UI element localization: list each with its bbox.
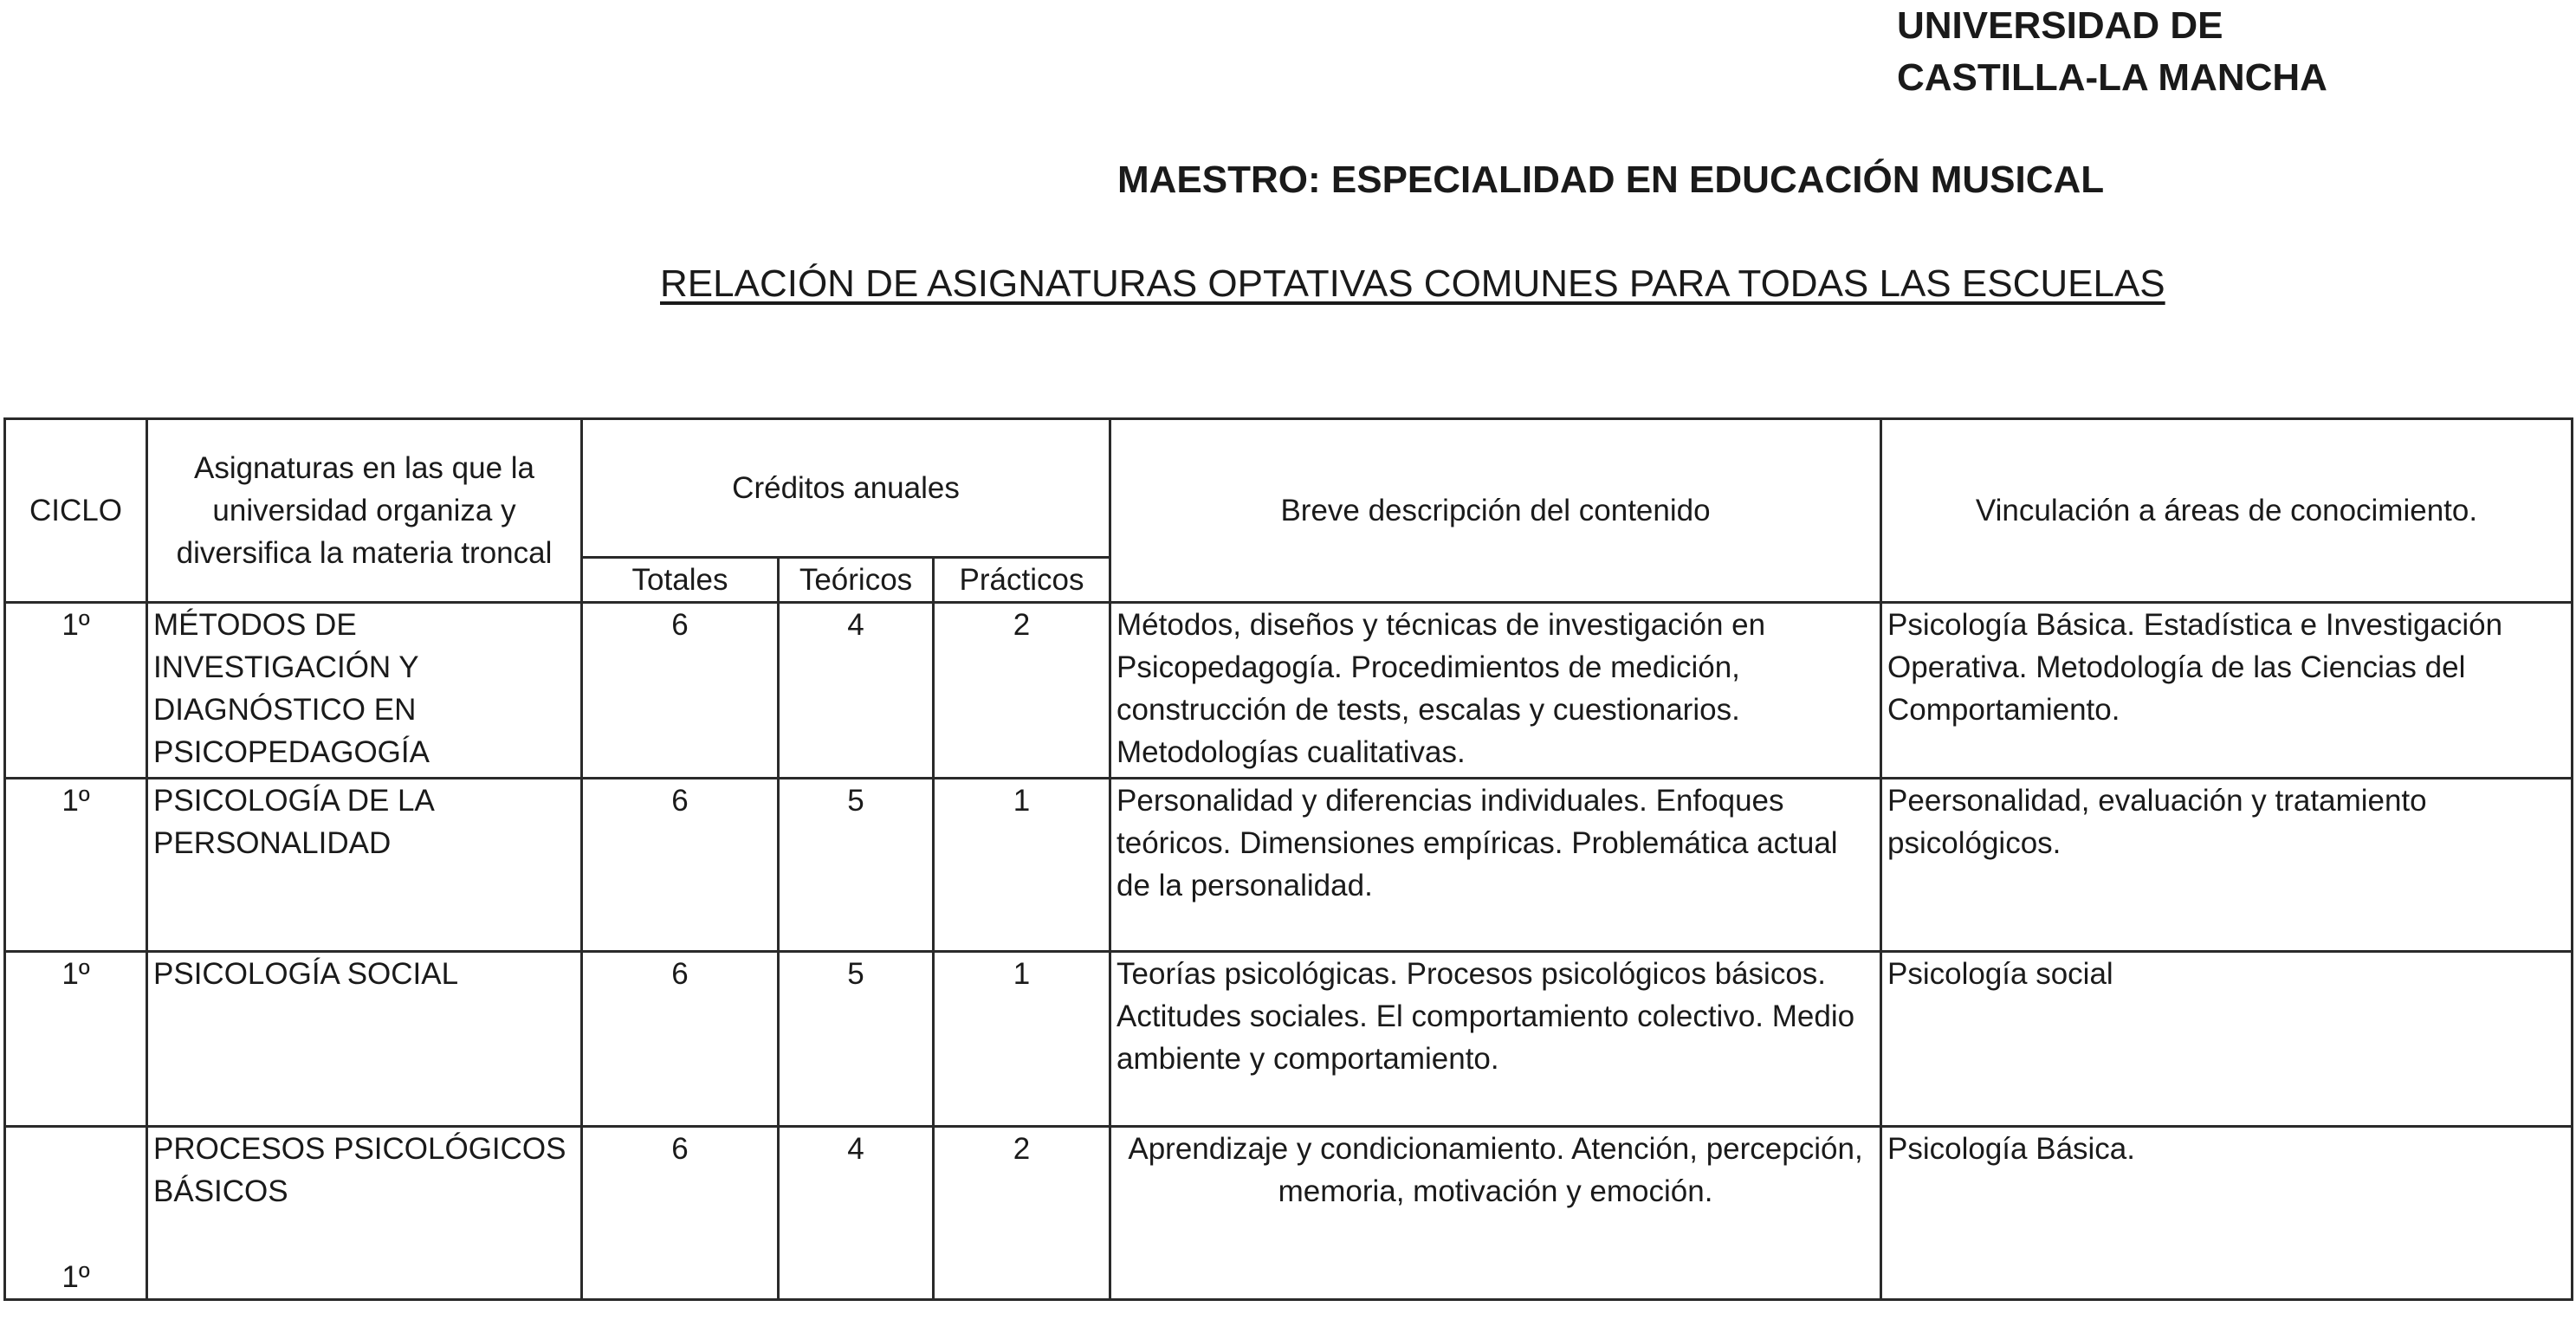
cell-asignatura: MÉTODOS DE INVESTIGACIÓN Y DIAGNÓSTICO EN PSICOPEDAGOGÍA <box>147 603 582 779</box>
cell-practicos: 2 <box>934 603 1110 779</box>
cell-vinculacion: Peersonalidad, evaluación y tratamiento psicológicos. <box>1881 779 2573 952</box>
cell-teoricos: 5 <box>779 952 934 1127</box>
header-vinculacion: Vinculación a áreas de conocimiento. <box>1881 419 2573 603</box>
cell-asignatura: PSICOLOGÍA DE LA PERSONALIDAD <box>147 779 582 952</box>
subjects-table <box>3 417 2573 1301</box>
document-subtitle: RELACIÓN DE ASIGNATURAS OPTATIVAS COMUNES PARA TODAS LAS ESCUELAS <box>660 262 2165 305</box>
cell-vinculacion: Psicología Básica. Estadística e Investigación Operativa. Metodología de las Ciencias del Comportamiento. <box>1881 603 2573 779</box>
cell-totales: 6 <box>582 603 779 779</box>
cell-practicos: 1 <box>934 779 1110 952</box>
cell-descripcion: Teorías psicológicas. Procesos psicológicos básicos. Actitudes sociales. El comportamiento colectivo. Medio ambiente y comportamiento. <box>1110 952 1881 1127</box>
cell-ciclo: 1º <box>5 1127 147 1300</box>
cell-teoricos: 4 <box>779 1127 934 1300</box>
cell-ciclo: 1º <box>5 779 147 952</box>
header-totales: Totales <box>582 558 779 603</box>
cell-teoricos: 4 <box>779 603 934 779</box>
table-header-row <box>5 419 2573 558</box>
cell-practicos: 1 <box>934 952 1110 1127</box>
university-name-line1: UNIVERSIDAD DE <box>1897 4 2223 47</box>
cell-totales: 6 <box>582 779 779 952</box>
header-practicos: Prácticos <box>934 558 1110 603</box>
cell-totales: 6 <box>582 952 779 1127</box>
table-row <box>5 952 2573 1127</box>
cell-totales: 6 <box>582 1127 779 1300</box>
cell-ciclo: 1º <box>5 952 147 1127</box>
table-row <box>5 1127 2573 1300</box>
cell-practicos: 2 <box>934 1127 1110 1300</box>
table-row <box>5 779 2573 952</box>
degree-title: MAESTRO: ESPECIALIDAD EN EDUCACIÓN MUSICAL <box>1117 158 2105 201</box>
cell-teoricos: 5 <box>779 779 934 952</box>
cell-vinculacion: Psicología social <box>1881 952 2573 1127</box>
cell-descripcion: Personalidad y diferencias individuales. Enfoques teóricos. Dimensiones empíricas. Problemática actual de la personalidad. <box>1110 779 1881 952</box>
header-creditos-anuales: Créditos anuales <box>582 419 1110 558</box>
header-ciclo: CICLO <box>5 419 147 603</box>
cell-asignatura: PROCESOS PSICOLÓGICOS BÁSICOS <box>147 1127 582 1300</box>
cell-vinculacion: Psicología Básica. <box>1881 1127 2573 1300</box>
cell-descripcion: Métodos, diseños y técnicas de investigación en Psicopedagogía. Procedimientos de medición, construcción de tests, escalas y cuestionarios. Metodologías cualitativas. <box>1110 603 1881 779</box>
cell-descripcion: Aprendizaje y condicionamiento. Atención, percepción, memoria, motivación y emoción. <box>1110 1127 1881 1300</box>
header-teoricos: Teóricos <box>779 558 934 603</box>
cell-asignatura: PSICOLOGÍA SOCIAL <box>147 952 582 1127</box>
university-name <box>1897 0 2327 104</box>
header-descripcion: Breve descripción del contenido <box>1110 419 1881 603</box>
university-name-line2: CASTILLA-LA MANCHA <box>1897 56 2327 99</box>
table-row <box>5 603 2573 779</box>
cell-ciclo: 1º <box>5 603 147 779</box>
header-asignaturas: Asignaturas en las que la universidad organiza y diversifica la materia troncal <box>147 419 582 603</box>
